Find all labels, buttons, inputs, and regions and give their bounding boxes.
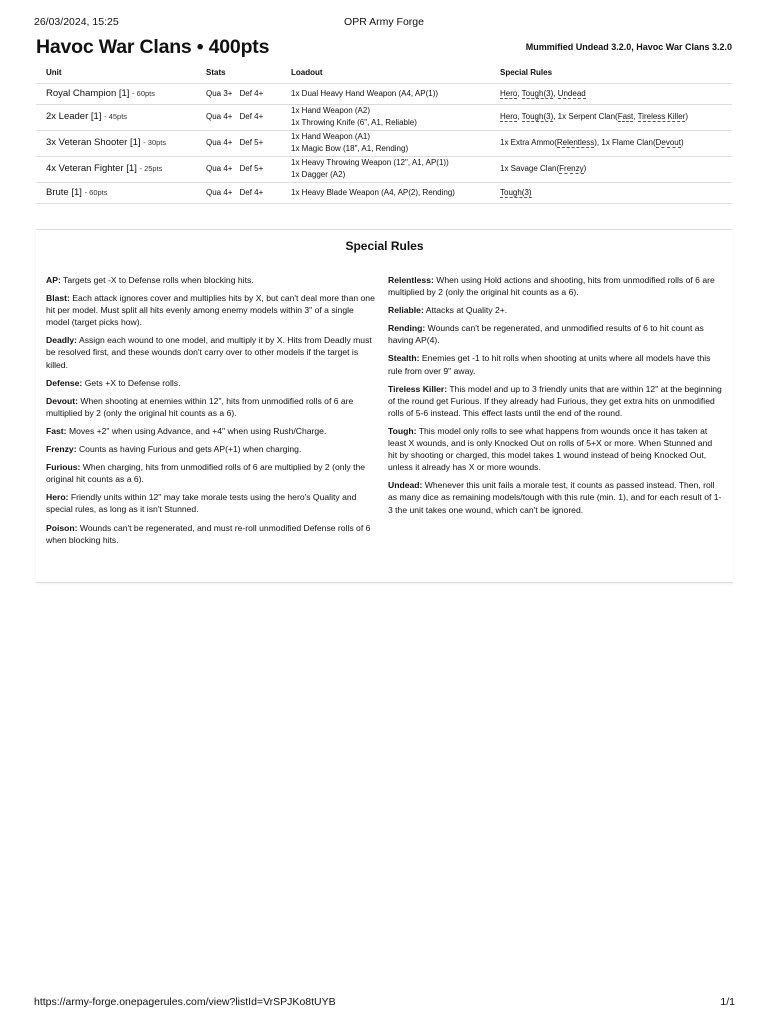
special-rule-name: Fast: [46, 425, 67, 436]
unit-loadout-cell [281, 104, 490, 130]
special-rule-text: Counts as having Furious and gets AP(+1) when charging. [78, 444, 302, 455]
unit-name: 4x Veteran Fighter [46, 163, 124, 174]
defense-stat: Def 5+ [239, 164, 264, 173]
special-rule-name: Relentless: [388, 275, 434, 285]
unit-row [36, 182, 732, 203]
rule-link[interactable]: Tough(3) [521, 88, 554, 98]
special-rule-text: Wounds can't be regenerated, and unmodified results of 6 to hit count as having AP(4). [388, 323, 704, 346]
special-rule-name: Tireless Killer: [388, 383, 448, 394]
special-rule [46, 461, 378, 485]
unit-count: [1] [129, 137, 141, 148]
unit-count: [1] [118, 87, 130, 99]
unit-row [36, 104, 732, 130]
unit-stats-cell [196, 182, 281, 203]
unit-special-rules-cell [490, 156, 732, 182]
special-rule-name: Poison: [46, 522, 78, 533]
rule-text: , [633, 112, 638, 121]
special-rule-text: Attacks at Quality 2+. [425, 305, 508, 316]
special-rule-text: When charging, hits from unmodified rolls of 6 are multiplied by 2 (only the original hit counts as a 6). [46, 462, 366, 485]
army-title: Havoc War Clans • 400pts [36, 36, 270, 58]
special-rule-name: Deadly: [46, 335, 78, 346]
special-rule [388, 383, 722, 419]
rule-text: ) [680, 138, 684, 147]
unit-points: - 30pts [143, 138, 167, 147]
col-special-rules: Special Rules [490, 62, 732, 83]
col-unit: Unit [36, 62, 196, 83]
rule-text: , [553, 88, 558, 98]
unit-name-cell [36, 83, 196, 104]
page-url: https://army-forge.onepagerules.com/view?listId=VrSPJKo8tUYB [34, 996, 336, 1008]
unit-row [36, 130, 732, 156]
rule-link[interactable]: Tough(3) [500, 187, 532, 197]
special-rule [388, 352, 722, 376]
special-rule [388, 274, 722, 298]
unit-loadout-cell [281, 156, 490, 182]
unit-points: - 60pts [132, 88, 156, 98]
unit-points: - 45pts [104, 112, 128, 121]
special-rule [46, 522, 378, 546]
unit-row [36, 156, 732, 182]
unit-stats-cell [196, 130, 281, 156]
unit-special-rules-cell [490, 182, 732, 203]
unit-loadout-cell [281, 182, 490, 203]
rule-text: ) [583, 164, 587, 173]
special-rule-name: Defense: [46, 377, 83, 388]
loadout-item: 1x Heavy Blade Weapon (A4, AP(2), Rending) [291, 187, 455, 197]
quality-stat: Qua 4+ [206, 164, 233, 173]
special-rule-name: Devout: [46, 395, 78, 406]
rule-link[interactable]: Relentless [556, 138, 595, 147]
rule-link[interactable]: Hero [500, 88, 518, 98]
rule-text: , [517, 88, 522, 98]
unit-name-cell [36, 104, 196, 130]
unit-name: 3x Veteran Shooter [46, 137, 128, 148]
special-rule-name: Rending: [388, 323, 426, 334]
rule-text: 1x Extra Ammo( [500, 138, 557, 147]
special-rule-text: This model only rolls to see what happens from wounds once it has taken at least X wounds, and is only Knocked Out on rolls of 5+X or more. When Stunned and hit by shooting or charged, this model takes 1 wound instead of being Knocked Out, unless it already has X or more wounds. [388, 425, 713, 473]
rule-link[interactable]: Frenzy [559, 164, 584, 173]
quality-stat: Qua 3+ [206, 88, 233, 98]
defense-stat: Def 5+ [239, 138, 264, 147]
unit-special-rules-cell [490, 130, 732, 156]
defense-stat: Def 4+ [239, 88, 264, 98]
special-rule-text: When using Hold actions and shooting, hits from unmodified rolls of 6 are multiplied by 2 (only the original hit counts as a 6). [388, 275, 715, 298]
special-rules-right-column [388, 274, 722, 522]
print-footer [0, 996, 768, 1010]
loadout-item: 1x Magic Bow (18", A1, Rending) [291, 144, 409, 153]
special-rule [46, 292, 378, 328]
rule-link[interactable]: Hero [500, 112, 518, 121]
army-subtitle: Mummified Undead 3.2.0, Havoc War Clans 3.2.0 [525, 42, 732, 52]
print-header [0, 16, 768, 30]
rule-link[interactable]: Devout [655, 138, 681, 147]
special-rule [388, 425, 722, 473]
special-rule-text: Moves +2" when using Advance, and +4" when using Rush/Charge. [68, 425, 327, 436]
loadout-item: 1x Dual Heavy Hand Weapon (A4, AP(1)) [291, 88, 439, 98]
loadout-item: 1x Hand Weapon (A2) [291, 106, 371, 115]
rule-link[interactable]: Tireless Killer [637, 112, 686, 121]
special-rule [46, 491, 378, 515]
defense-stat: Def 4+ [239, 187, 264, 197]
unit-count: [1] [71, 186, 82, 198]
special-rules-card [36, 229, 733, 583]
unit-points: - 25pts [139, 164, 163, 173]
unit-name: Brute [46, 186, 69, 198]
special-rule-text: Wounds can't be regenerated, and must re-roll unmodified Defense rolls of 6 when blocking hits. [46, 522, 371, 545]
quality-stat: Qua 4+ [206, 187, 233, 197]
loadout-item: 1x Throwing Knife (6", A1, Reliable) [291, 118, 417, 127]
rule-text: , 1x Serpent Clan( [553, 112, 618, 121]
special-rule-text: Whenever this unit fails a morale test, it counts as passed instead. Then, roll as many dice as remaining models/tough with this rule (min. 1), and for each result of 1-3 the unit takes one wound, which can't be ignored. [388, 480, 722, 515]
special-rule [46, 274, 378, 286]
army-header [36, 36, 734, 62]
unit-name-cell [36, 182, 196, 203]
print-title: OPR Army Forge [344, 16, 424, 28]
special-rule-text: Enemies get -1 to hit rolls when shooting at units where all models have this rule from over 9" away. [388, 353, 711, 376]
unit-points: - 60pts [84, 187, 108, 197]
special-rule-name: Hero: [46, 492, 69, 503]
unit-name-cell [36, 130, 196, 156]
special-rule-name: Furious: [46, 462, 81, 473]
unit-stats-cell [196, 83, 281, 104]
rule-text: , [517, 112, 522, 121]
special-rule-text: Each attack ignores cover and multiplies hits by X, but can't deal more than one hit per model. Must split all hits evenly among enemy models within 3" of a single model (target picks how). [46, 293, 375, 328]
rule-link[interactable]: Undead [557, 88, 586, 98]
special-rules-heading: Special Rules [345, 239, 424, 253]
special-rule [388, 479, 722, 515]
special-rule [46, 443, 378, 455]
special-rule [46, 395, 378, 419]
special-rule-name: Tough: [388, 425, 417, 436]
special-rule-name: Undead: [388, 480, 423, 491]
unit-row [36, 83, 732, 104]
special-rule-text: Targets get -X to Defense rolls when blocking hits. [63, 275, 254, 285]
unit-loadout-cell [281, 83, 490, 104]
special-rule [388, 304, 722, 316]
col-loadout: Loadout [281, 62, 490, 83]
units-table [36, 62, 732, 204]
page-number: 1/1 [720, 996, 735, 1008]
unit-loadout-cell [281, 130, 490, 156]
special-rule-name: AP: [46, 275, 61, 285]
special-rules-left-column [46, 274, 378, 552]
rule-text: ) [685, 112, 688, 121]
unit-stats-cell [196, 104, 281, 130]
rule-text: 1x Savage Clan( [500, 164, 560, 173]
unit-name-cell [36, 156, 196, 182]
rule-text: ), 1x Flame Clan( [594, 138, 656, 147]
rule-link[interactable]: Fast [617, 112, 634, 121]
special-rule [388, 322, 722, 346]
defense-stat: Def 4+ [239, 112, 264, 121]
unit-stats-cell [196, 156, 281, 182]
unit-count: [1] [90, 111, 102, 122]
units-table-header [36, 62, 732, 83]
special-rule-name: Frenzy: [46, 444, 77, 455]
special-rule-name: Reliable: [388, 305, 424, 316]
special-rule-text: Friendly units within 12" may take morale tests using the hero's Quality and special rules, as long as it isn't Stunned. [46, 492, 357, 515]
unit-special-rules-cell [490, 104, 732, 130]
unit-name: 2x Leader [46, 111, 89, 122]
print-date: 26/03/2024, 15:25 [34, 16, 119, 28]
unit-special-rules-cell [490, 83, 732, 104]
col-stats: Stats [196, 62, 281, 83]
loadout-item: 1x Heavy Throwing Weapon (12", A1, AP(1)) [291, 158, 449, 167]
special-rule [46, 377, 378, 389]
special-rule [46, 334, 378, 370]
special-rule-text: When shooting at enemies within 12", hits from unmodified rolls of 6 are multiplied by 2 (only the original hit counts as a 6). [46, 395, 354, 418]
special-rule-name: Blast: [46, 293, 70, 304]
quality-stat: Qua 4+ [206, 138, 233, 147]
rule-link[interactable]: Tough(3) [521, 112, 554, 121]
loadout-item: 1x Dagger (A2) [291, 170, 346, 179]
special-rule-text: Gets +X to Defense rolls. [84, 377, 181, 388]
special-rule-text: This model and up to 3 friendly units that are within 12" at the beginning of the round get Furious. If they already had Furious, they get extra hits on unmodified rolls of 5-6 instead. This effect lasts until the end of the round. [388, 383, 722, 418]
unit-name: Royal Champion [46, 87, 117, 99]
unit-count: [1] [126, 163, 137, 174]
special-rule [46, 425, 378, 437]
special-rule-name: Stealth: [388, 353, 420, 364]
loadout-item: 1x Hand Weapon (A1) [291, 132, 371, 141]
quality-stat: Qua 4+ [206, 112, 233, 121]
special-rule-text: Assign each wound to one model, and multiply it by X. Hits from Deadly must be resolved first, and these wounds don't carry over to other models if the target is killed. [46, 335, 372, 370]
